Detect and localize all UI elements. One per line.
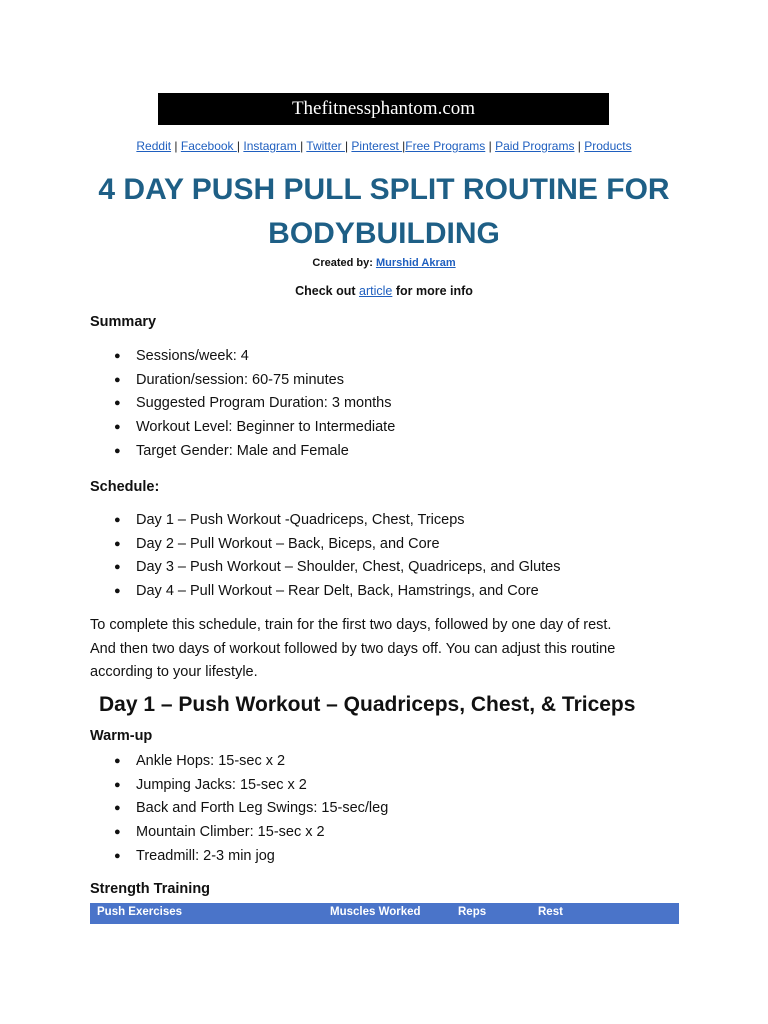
list-item: ● Sessions/week: 4 xyxy=(90,345,395,369)
list-item: ● Day 2 – Pull Workout – Back, Biceps, and Core xyxy=(90,533,561,557)
link-twitter[interactable]: Twitter xyxy=(306,139,345,153)
page-title-line2: BODYBUILDING xyxy=(268,217,500,250)
bullet-icon: ● xyxy=(114,585,121,598)
checkout-prefix: Check out xyxy=(295,284,359,298)
warmup-list xyxy=(90,750,388,868)
credit-prefix: Created by: xyxy=(312,257,376,269)
list-item: ● Target Gender: Male and Female xyxy=(90,440,395,464)
list-item: ● Treadmill: 2-3 min jog xyxy=(90,845,388,869)
bullet-icon: ● xyxy=(114,826,121,839)
schedule-list xyxy=(90,509,561,604)
summary-list xyxy=(90,345,395,463)
page-title xyxy=(60,168,708,256)
bullet-icon: ● xyxy=(114,755,121,767)
column-header-reps: Reps xyxy=(458,906,487,918)
bullet-icon: ● xyxy=(114,849,121,862)
link-free-programs[interactable]: Free Programs xyxy=(405,139,486,153)
list-item: ● Back and Forth Leg Swings: 15-sec/leg xyxy=(90,797,388,821)
bullet-icon: ● xyxy=(114,514,121,526)
bullet-icon: ● xyxy=(114,561,121,574)
list-item: ● Suggested Program Duration: 3 months xyxy=(90,392,395,416)
bullet-icon: ● xyxy=(114,444,121,457)
column-header-muscles: Muscles Worked xyxy=(330,906,421,918)
link-reddit[interactable]: Reddit xyxy=(136,139,172,153)
schedule-heading: Schedule: xyxy=(90,479,160,495)
bullet-icon: ● xyxy=(114,373,121,386)
warmup-heading: Warm-up xyxy=(90,728,153,744)
column-header-rest: Rest xyxy=(538,906,563,918)
site-banner xyxy=(158,93,609,125)
link-products[interactable]: Products xyxy=(584,139,632,153)
bullet-icon: ● xyxy=(114,397,121,410)
list-item: ● Duration/session: 60-75 minutes xyxy=(90,369,395,393)
link-facebook[interactable]: Facebook xyxy=(180,139,237,153)
bullet-icon: ● xyxy=(114,778,121,791)
strength-heading: Strength Training xyxy=(90,881,211,897)
checkout-line xyxy=(0,284,768,298)
schedule-description xyxy=(90,614,690,685)
list-item: ● Mountain Climber: 15-sec x 2 xyxy=(90,821,388,845)
column-header-exercises: Push Exercises xyxy=(97,906,183,918)
author-link[interactable]: Murshid Akram xyxy=(375,257,456,269)
bullet-icon: ● xyxy=(114,350,121,362)
para-line1: To complete this schedule, train for the first two days, followed by one day of rest. xyxy=(90,617,612,633)
para-line2: And then two days of workout followed by two days off. You can adjust this routine xyxy=(90,640,616,657)
para-line3: according to your lifestyle. xyxy=(90,664,258,681)
article-link[interactable]: article xyxy=(359,284,393,298)
list-item: ● Day 3 – Push Workout – Shoulder, Chest, Quadriceps, and Glutes xyxy=(90,556,561,580)
bullet-icon: ● xyxy=(114,537,121,550)
credit-line xyxy=(0,257,768,269)
bullet-icon: ● xyxy=(114,802,121,815)
list-item: ● Day 1 – Push Workout -Quadriceps, Chest, Triceps xyxy=(90,509,561,533)
link-paid-programs[interactable]: Paid Programs xyxy=(495,139,575,153)
list-item: ● Jumping Jacks: 15-sec x 2 xyxy=(90,774,388,798)
summary-heading: Summary xyxy=(90,314,157,330)
exercise-table-header xyxy=(90,903,679,924)
bullet-icon: ● xyxy=(114,421,121,434)
link-instagram[interactable]: Instagram xyxy=(243,139,301,153)
list-item: ● Day 4 – Pull Workout – Rear Delt, Back, Hamstrings, and Core xyxy=(90,580,561,604)
day1-heading: Day 1 – Push Workout – Quadriceps, Chest, & Triceps xyxy=(99,693,636,716)
checkout-suffix: for more info xyxy=(392,284,473,298)
page-title-line1: 4 DAY PUSH PULL SPLIT ROUTINE FOR xyxy=(98,173,670,206)
social-links-bar: Reddit | Facebook | Instagram | Twitter | Pinterest |Free Programs | Paid Programs | Products xyxy=(136,139,632,153)
link-pinterest[interactable]: Pinterest xyxy=(351,139,403,153)
list-item: ● Workout Level: Beginner to Intermediate xyxy=(90,416,395,440)
site-banner-text: Thefitnessphantom.com xyxy=(291,98,476,119)
list-item: ● Ankle Hops: 15-sec x 2 xyxy=(90,750,388,774)
